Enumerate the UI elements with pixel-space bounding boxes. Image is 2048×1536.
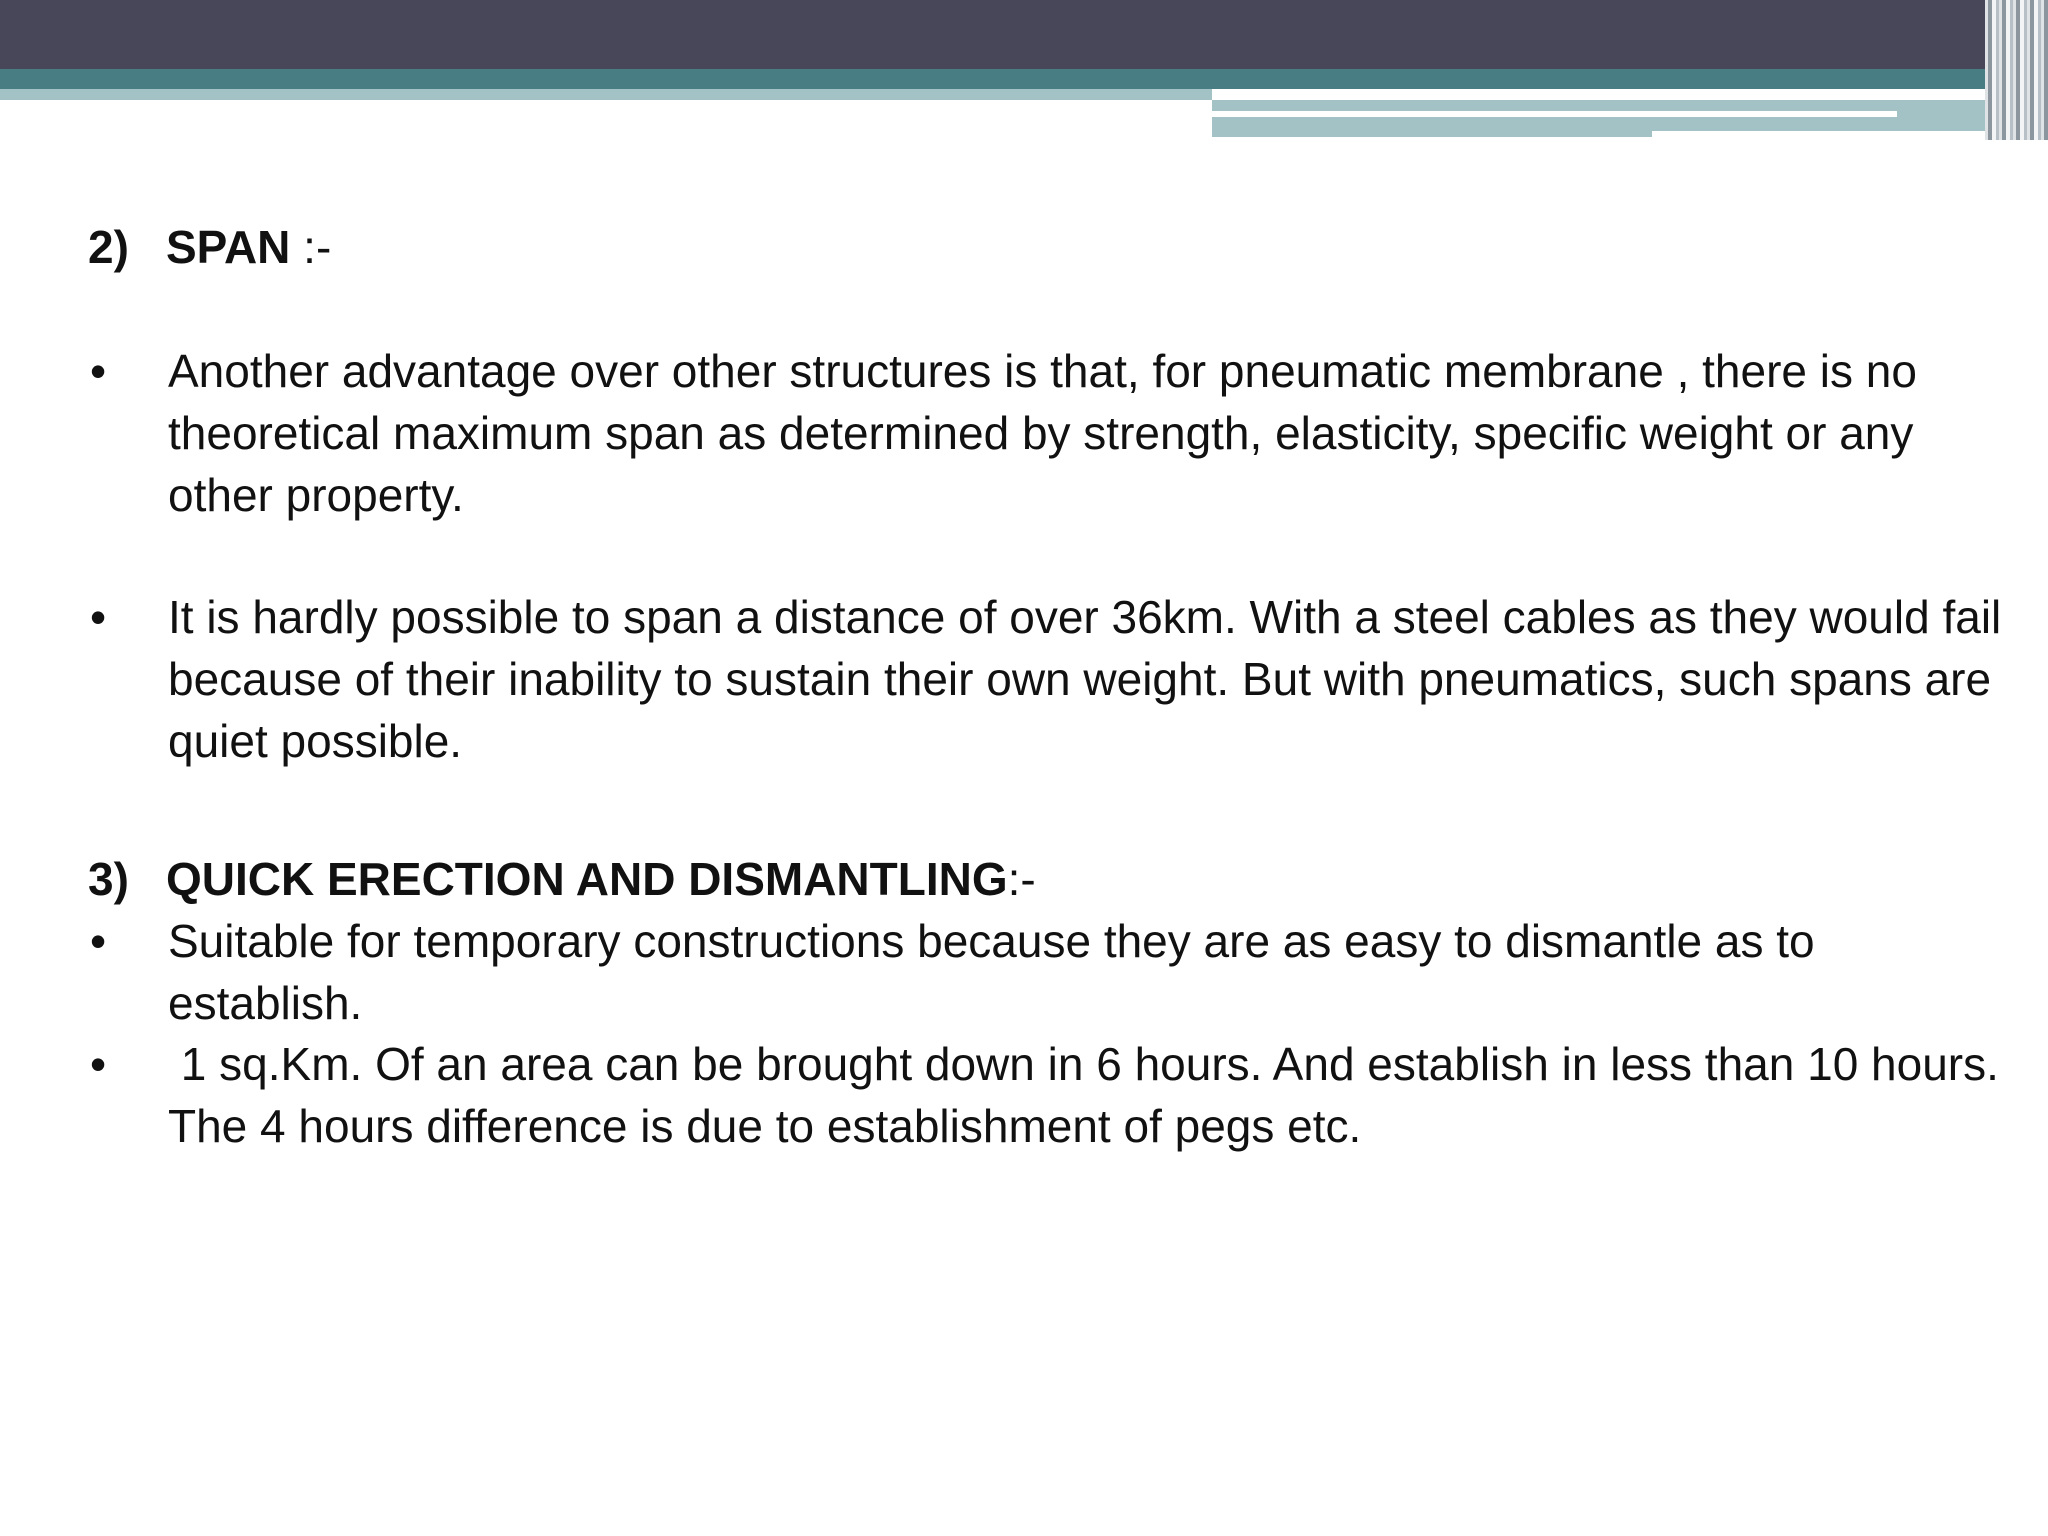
section-title-suffix: :- <box>1007 853 1036 905</box>
section-number: 2) <box>88 221 129 273</box>
bullet-icon: • <box>90 915 107 967</box>
section-heading-text <box>166 216 2006 278</box>
bullet-text: 1 sq.Km. Of an area can be brought down in 6 hours. And establish in less than 10 hours. The 4 hours difference is due to establishment of pegs etc. <box>168 1038 2011 1152</box>
section-title-suffix: :- <box>290 221 332 273</box>
bullet-text: Another advantage over other structures is that, for pneumatic membrane , there is no theoretical maximum span as determined by strength, elasticity, specific weight or any other property. <box>168 345 1917 521</box>
bullet-text: Suitable for temporary constructions because they are as easy to dismantle as to establish. <box>168 915 1815 1029</box>
section-heading-span <box>88 216 2008 278</box>
list-item <box>88 910 2008 1034</box>
list-item <box>88 340 2008 526</box>
list-item <box>88 1033 2011 1157</box>
section-title: QUICK ERECTION AND DISMANTLING <box>166 853 1008 905</box>
bullet-icon: • <box>90 1038 107 1090</box>
section-title: SPAN <box>166 221 291 273</box>
section-number: 3) <box>88 853 129 905</box>
bullet-icon: • <box>90 591 107 643</box>
bullet-text: It is hardly possible to span a distance of over 36km. With a steel cables as they would fail because of their inability to sustain their own weight. But with pneumatics, such spans are quiet possible. <box>168 591 2002 767</box>
bullet-icon: • <box>90 345 107 397</box>
section-heading-quick-erection <box>88 848 2008 910</box>
list-item <box>88 586 2008 772</box>
section-heading-text <box>166 848 2006 910</box>
